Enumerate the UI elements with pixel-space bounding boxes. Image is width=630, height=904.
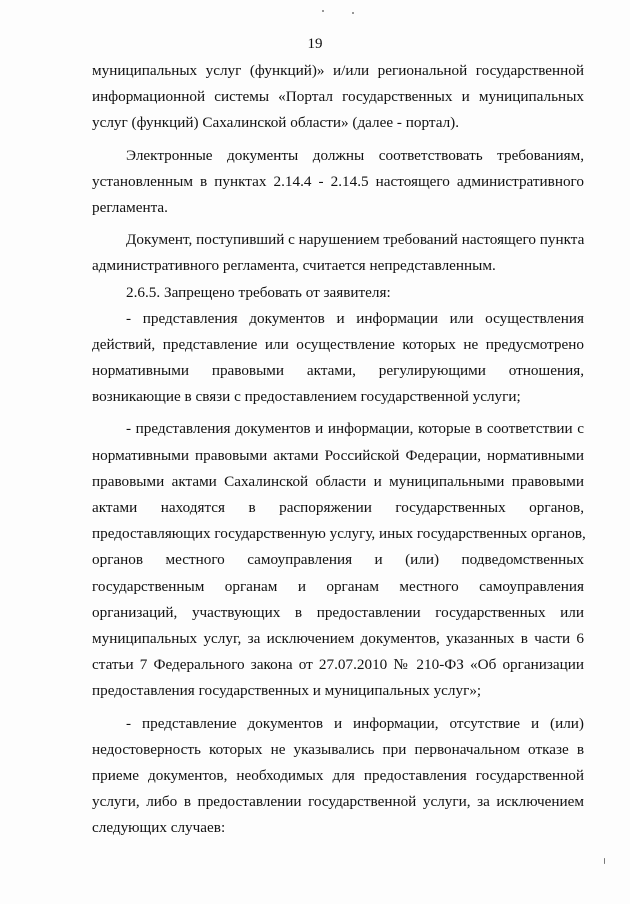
paragraph <box>92 58 584 137</box>
paragraph <box>92 280 584 306</box>
scan-speck <box>352 12 354 14</box>
text-line: административного регламента, считается непредставленным. <box>92 257 496 275</box>
text-line: предоставляющих государственную услугу, иных государственных органов, <box>92 525 586 543</box>
text-line: установленным в пунктах 2.14.4 - 2.14.5 настоящего административного <box>92 172 584 190</box>
text-line: следующих случаев: <box>92 819 226 837</box>
scan-speck <box>322 10 324 12</box>
text-line: услуги, либо в предоставлении государственной услуги, за исключением <box>92 793 584 811</box>
text-line: регламента. <box>92 198 168 216</box>
paragraph <box>92 306 584 411</box>
text-line: нормативными правовыми актами, регулирующими отношения, <box>92 362 584 380</box>
text-line: недостоверность которых не указывались при первоначальном отказе в <box>92 740 584 758</box>
text-line: муниципальных услуг, за исключением документов, указанных в части 6 <box>92 629 584 647</box>
text-line: актами находятся в распоряжении государственных органов, <box>92 499 584 516</box>
document-body <box>92 58 584 841</box>
text-line: Документ, поступивший с нарушением требований настоящего пункта <box>126 231 585 249</box>
text-line: - представления документов и информации или осуществления <box>126 309 584 327</box>
text-line: действий, представление или осуществление которых не предусмотрено <box>92 335 584 353</box>
text-line: Электронные документы должны соответствовать требованиям, <box>126 146 584 164</box>
text-line: органов местного самоуправления и (или) подведомственных <box>92 551 584 569</box>
text-line: организаций, участвующих в предоставлении государственных или <box>92 603 584 621</box>
text-line: - представление документов и информации, отсутствие и (или) <box>126 714 584 732</box>
text-line: услуг (функций) Сахалинской области» (далее - портал). <box>92 114 460 132</box>
text-line: правовыми актами Сахалинской области и муниципальными правовыми <box>92 472 584 490</box>
text-line: возникающие в связи с предоставлением государственной услуги; <box>92 388 521 406</box>
paragraph <box>92 143 584 222</box>
text-line: информационной системы «Портал государственных и муниципальных <box>92 88 584 106</box>
text-line: - представления документов и информации, которые в соответствии с <box>126 420 584 438</box>
text-line: приеме документов, необходимых для предоставления государственной <box>92 766 584 784</box>
scan-speck <box>604 858 605 864</box>
paragraph <box>92 416 584 704</box>
text-line: нормативными правовыми актами Российской Федерации, нормативными <box>92 446 584 464</box>
text-line: предоставления государственных и муниципальных услуг»; <box>92 682 482 700</box>
page-number: 19 <box>307 36 323 52</box>
paragraph <box>92 711 584 842</box>
paragraph <box>92 227 584 279</box>
text-line: государственным органам и органам местного самоуправления <box>92 577 584 595</box>
text-line: 2.6.5. Запрещено требовать от заявителя: <box>126 283 391 301</box>
text-line: статьи 7 Федерального закона от 27.07.2010 № 210-ФЗ «Об организации <box>92 656 584 674</box>
text-line: муниципальных услуг (функций)» и/или региональной государственной <box>92 62 584 79</box>
